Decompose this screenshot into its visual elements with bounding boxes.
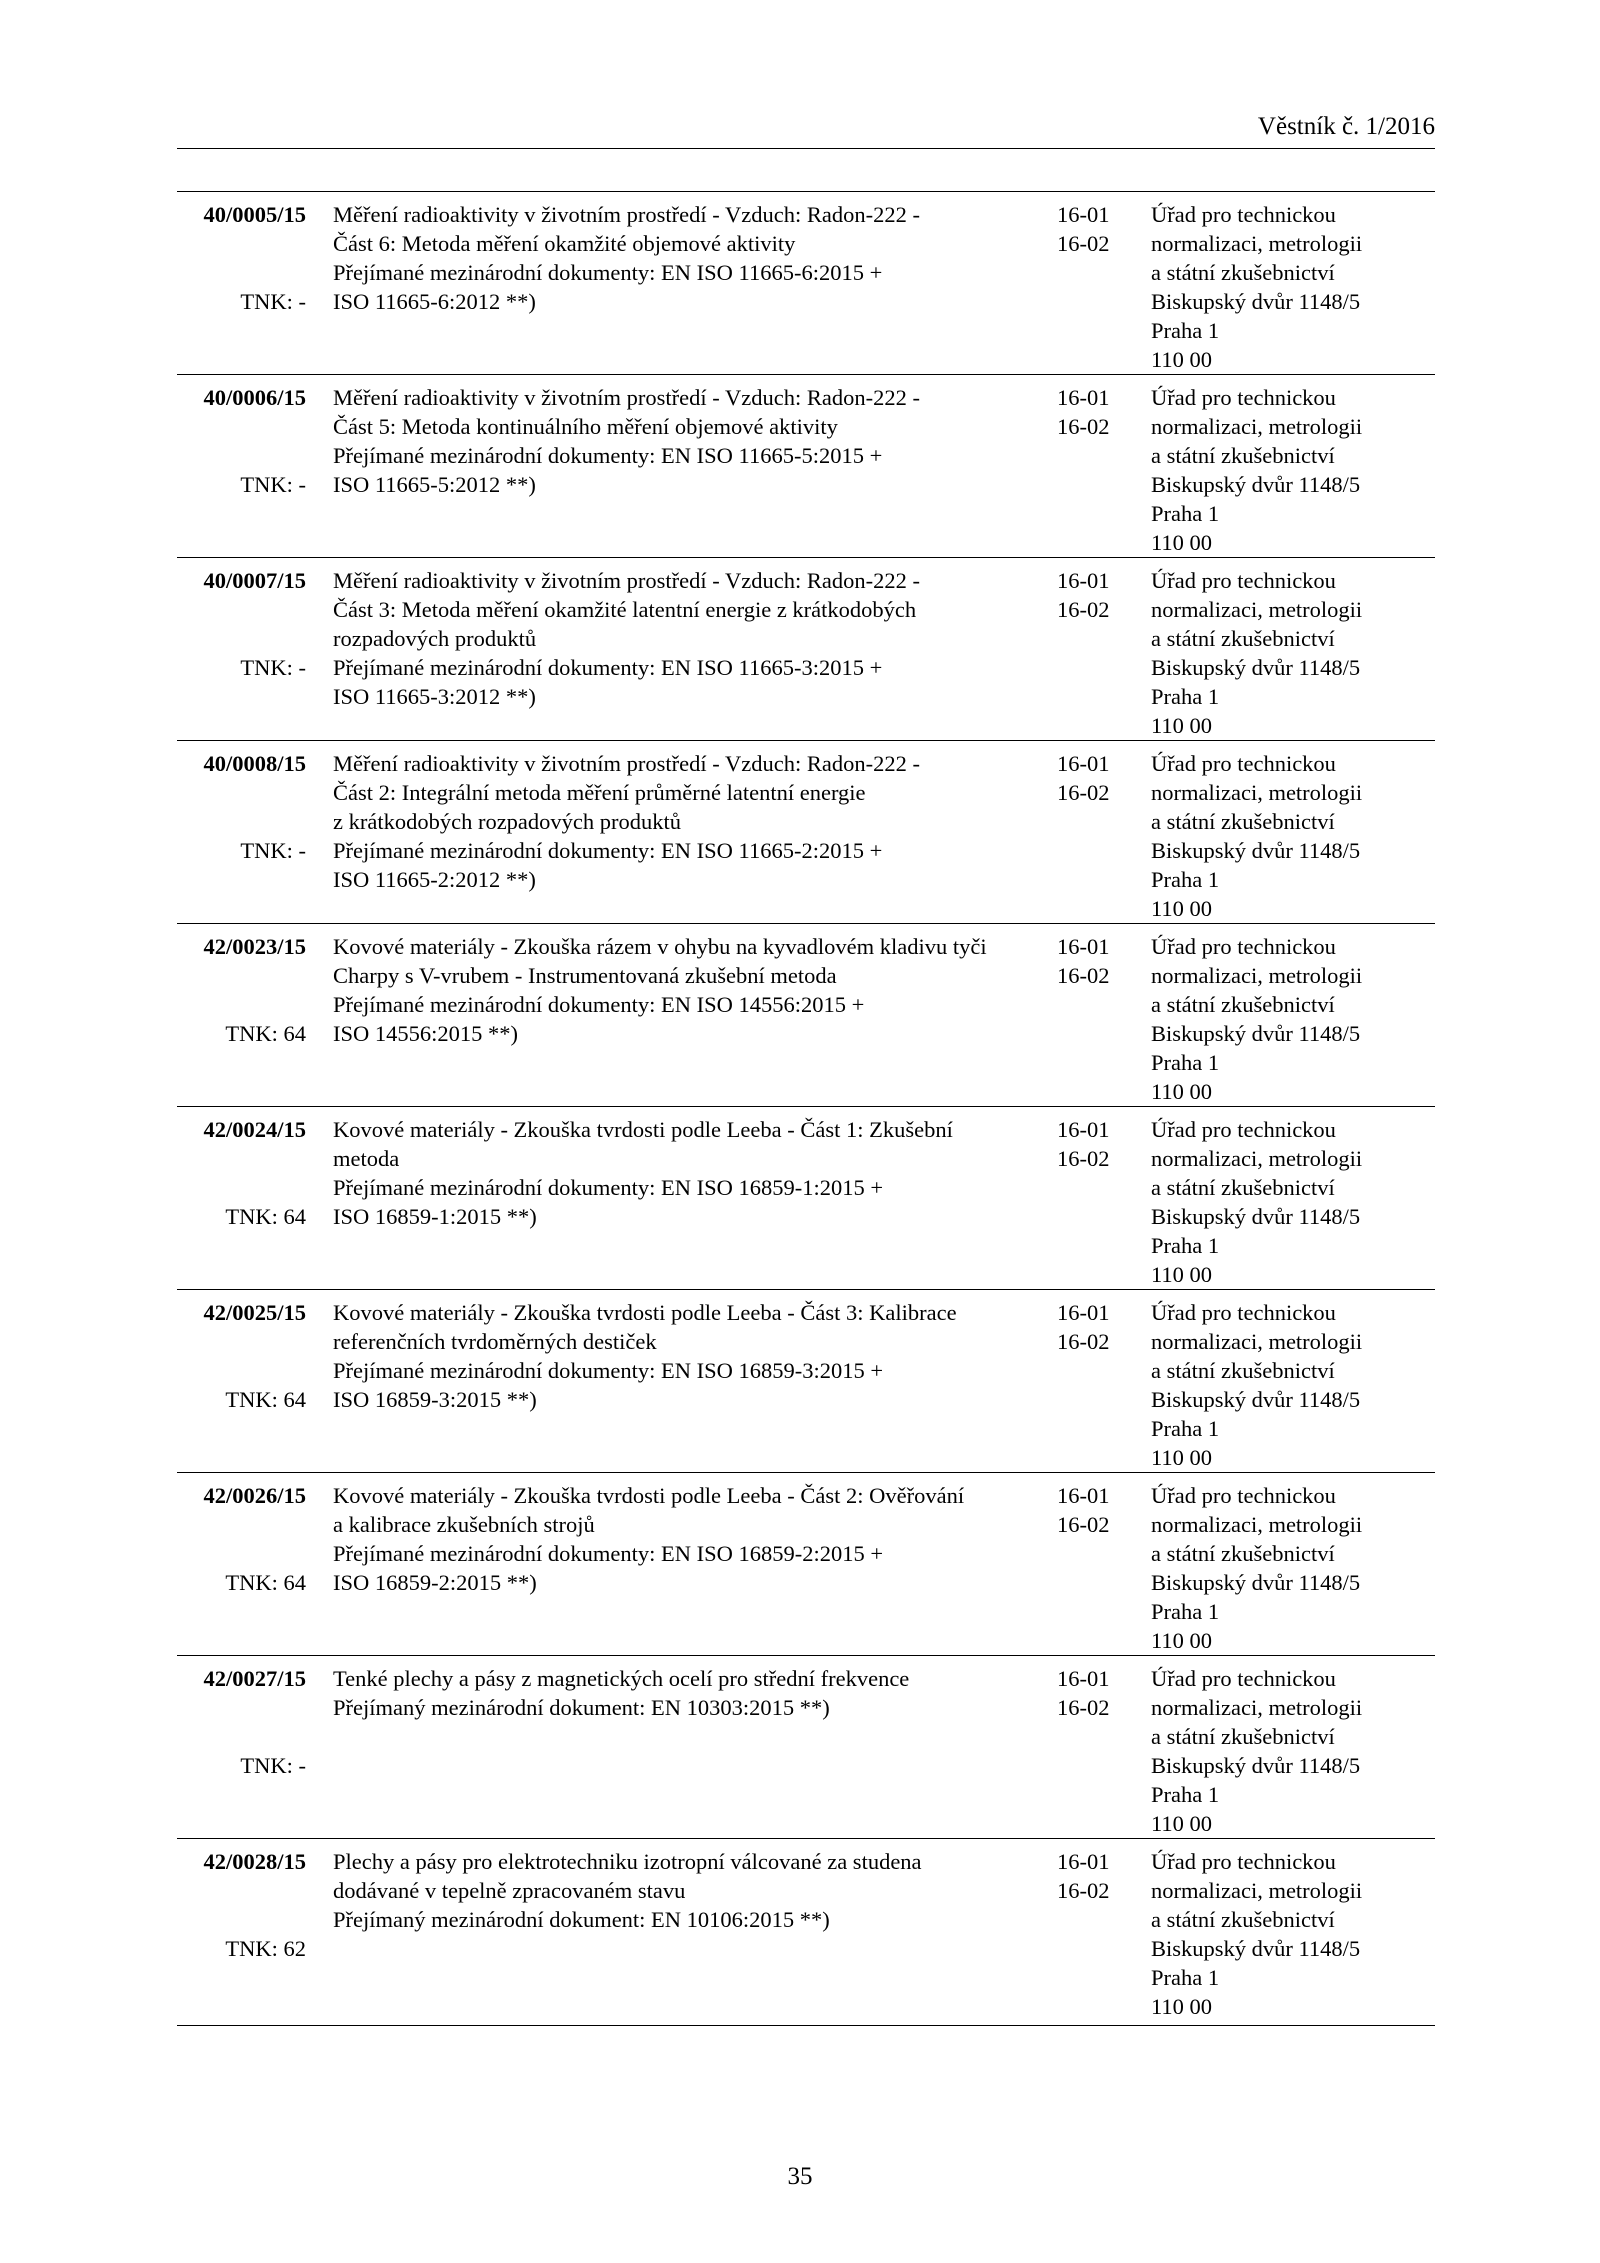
description-line: ISO 16859-2:2015 **) [333, 1570, 537, 1595]
page-number: 35 [787, 2163, 813, 2190]
description-line: ISO 14556:2015 **) [333, 1021, 518, 1046]
address-line: 110 00 [1151, 896, 1213, 921]
entry-tnk: TNK: 64 [225, 1570, 306, 1595]
description-line: Měření radioaktivity v životním prostředí - Vzduch: Radon-222 - [333, 385, 920, 410]
address-line: 110 00 [1151, 1079, 1213, 1104]
entry-address [1151, 749, 1435, 923]
description-line: ISO 16859-1:2015 **) [333, 1204, 537, 1229]
description-line: Kovové materiály - Zkouška tvrdosti podle Leeba - Část 2: Ověřování [333, 1483, 965, 1508]
description-line: ISO 11665-3:2012 **) [333, 684, 536, 709]
address-line: Biskupský dvůr 1148/5 [1151, 1387, 1361, 1412]
address-line: normalizaci, metrologii [1151, 1878, 1363, 1903]
entry-address [1151, 1115, 1435, 1289]
entry-codes [1057, 1847, 1117, 1905]
code-value: 16-01 [1057, 385, 1110, 410]
description-line: Kovové materiály - Zkouška tvrdosti podle Leeba - Část 3: Kalibrace [333, 1300, 957, 1325]
description-line: a kalibrace zkušebních strojů [333, 1512, 595, 1537]
entry-address [1151, 1298, 1435, 1472]
address-line: Úřad pro technickou [1151, 1849, 1336, 1874]
entry-description [333, 1481, 965, 1597]
address-line: Biskupský dvůr 1148/5 [1151, 289, 1361, 314]
description-line: z krátkodobých rozpadových produktů [333, 809, 682, 834]
description-line: ISO 16859-3:2015 **) [333, 1387, 537, 1412]
address-line: a státní zkušebnictví [1151, 260, 1335, 285]
description-line: dodávané v tepelně zpracovaném stavu [333, 1878, 686, 1903]
address-line: Úřad pro technickou [1151, 1483, 1336, 1508]
page-header [177, 112, 1435, 149]
standards-table [177, 191, 1435, 2026]
entry-id-cell [177, 1847, 306, 1961]
address-line: a státní zkušebnictví [1151, 443, 1335, 468]
address-line: Praha 1 [1151, 501, 1220, 526]
entry-codes [1057, 1481, 1117, 1539]
code-value: 16-02 [1057, 1878, 1110, 1903]
address-line: Biskupský dvůr 1148/5 [1151, 1204, 1361, 1229]
description-line: Kovové materiály - Zkouška rázem v ohybu na kyvadlovém kladivu tyči [333, 934, 987, 959]
address-line: Úřad pro technickou [1151, 1117, 1336, 1142]
address-line: Praha 1 [1151, 867, 1220, 892]
entry-codes [1057, 200, 1117, 258]
code-value: 16-02 [1057, 963, 1110, 988]
description-line: Část 5: Metoda kontinuálního měření objemové aktivity [333, 414, 838, 439]
entry-codes [1057, 932, 1117, 990]
code-value: 16-01 [1057, 1849, 1110, 1874]
address-line: Úřad pro technickou [1151, 385, 1336, 410]
description-line: Přejímané mezinárodní dokumenty: EN ISO 11665-6:2015 + [333, 260, 883, 285]
address-line: Biskupský dvůr 1148/5 [1151, 655, 1361, 680]
code-value: 16-02 [1057, 1512, 1110, 1537]
code-value: 16-01 [1057, 1117, 1110, 1142]
entry-address [1151, 200, 1435, 374]
address-line: normalizaci, metrologii [1151, 1512, 1363, 1537]
address-line: 110 00 [1151, 713, 1213, 738]
address-line: Úřad pro technickou [1151, 1300, 1336, 1325]
address-line: 110 00 [1151, 1994, 1213, 2019]
entry-number: 42/0024/15 [203, 1117, 306, 1142]
address-line: Praha 1 [1151, 1233, 1220, 1258]
entry-address [1151, 1847, 1435, 2021]
table-row [177, 192, 1435, 375]
address-line: normalizaci, metrologii [1151, 597, 1363, 622]
table-row [177, 375, 1435, 558]
table-row [177, 1656, 1435, 1839]
description-line: Charpy s V-vrubem - Instrumentovaná zkušební metoda [333, 963, 837, 988]
address-line: Praha 1 [1151, 684, 1220, 709]
entry-address [1151, 1664, 1435, 1838]
address-line: normalizaci, metrologii [1151, 1329, 1363, 1354]
address-line: Biskupský dvůr 1148/5 [1151, 1021, 1361, 1046]
entry-number: 42/0028/15 [203, 1849, 306, 1874]
address-line: normalizaci, metrologii [1151, 963, 1363, 988]
entry-description [333, 1115, 953, 1231]
entry-id-cell [177, 200, 306, 314]
address-line: a státní zkušebnictví [1151, 1724, 1335, 1749]
address-line: normalizaci, metrologii [1151, 1146, 1363, 1171]
description-line: referenčních tvrdoměrných destiček [333, 1329, 657, 1354]
address-line: Praha 1 [1151, 1050, 1220, 1075]
description-line: Přejímané mezinárodní dokumenty: EN ISO 16859-3:2015 + [333, 1358, 884, 1383]
bulletin-title: Věstník č. 1/2016 [1257, 113, 1435, 140]
address-line: Praha 1 [1151, 1965, 1220, 1990]
code-value: 16-01 [1057, 1483, 1110, 1508]
entry-codes [1057, 566, 1117, 624]
address-line: normalizaci, metrologii [1151, 1695, 1363, 1720]
address-line: Úřad pro technickou [1151, 202, 1336, 227]
entry-number: 42/0023/15 [203, 934, 306, 959]
table-row [177, 924, 1435, 1107]
address-line: 110 00 [1151, 530, 1213, 555]
code-value: 16-02 [1057, 231, 1110, 256]
description-line: Plechy a pásy pro elektrotechniku izotropní válcované za studena [333, 1849, 922, 1874]
address-line: Praha 1 [1151, 318, 1220, 343]
address-line: 110 00 [1151, 1262, 1213, 1287]
entry-number: 42/0027/15 [203, 1666, 306, 1691]
entry-id-cell [177, 383, 306, 497]
description-line: Přejímaný mezinárodní dokument: EN 10106:2015 **) [333, 1907, 830, 1932]
entry-tnk: TNK: - [240, 1753, 306, 1778]
address-line: a státní zkušebnictví [1151, 1358, 1335, 1383]
address-line: Biskupský dvůr 1148/5 [1151, 838, 1361, 863]
description-line: Část 2: Integrální metoda měření průměrné latentní energie [333, 780, 866, 805]
address-line: Praha 1 [1151, 1782, 1220, 1807]
table-row [177, 1290, 1435, 1473]
code-value: 16-01 [1057, 934, 1110, 959]
address-line: normalizaci, metrologii [1151, 231, 1363, 256]
entry-address [1151, 383, 1435, 557]
entry-id-cell [177, 932, 306, 1046]
entry-codes [1057, 1298, 1117, 1356]
table-row [177, 1839, 1435, 2026]
address-line: 110 00 [1151, 1628, 1213, 1653]
entry-description [333, 1664, 910, 1722]
description-line: ISO 11665-5:2012 **) [333, 472, 536, 497]
entry-id-cell [177, 1481, 306, 1595]
entry-number: 40/0006/15 [203, 385, 306, 410]
entry-codes [1057, 383, 1117, 441]
address-line: 110 00 [1151, 347, 1213, 372]
description-line: ISO 11665-6:2012 **) [333, 289, 536, 314]
entry-description [333, 1298, 957, 1414]
entry-number: 42/0025/15 [203, 1300, 306, 1325]
entry-description [333, 749, 920, 894]
entry-tnk: TNK: 64 [225, 1204, 306, 1229]
entry-number: 40/0007/15 [203, 568, 306, 593]
table-row [177, 558, 1435, 741]
address-line: a státní zkušebnictví [1151, 1175, 1335, 1200]
entry-address [1151, 932, 1435, 1106]
address-line: normalizaci, metrologii [1151, 414, 1363, 439]
address-line: Úřad pro technickou [1151, 568, 1336, 593]
description-line: rozpadových produktů [333, 626, 537, 651]
entry-codes [1057, 1664, 1117, 1722]
address-line: normalizaci, metrologii [1151, 780, 1363, 805]
entry-description [333, 1847, 922, 1934]
address-line: Biskupský dvůr 1148/5 [1151, 1570, 1361, 1595]
table-row [177, 1107, 1435, 1290]
entry-description [333, 932, 987, 1048]
description-line: Přejímaný mezinárodní dokument: EN 10303:2015 **) [333, 1695, 830, 1720]
code-value: 16-01 [1057, 1300, 1110, 1325]
description-line: Přejímané mezinárodní dokumenty: EN ISO 16859-2:2015 + [333, 1541, 884, 1566]
description-line: Část 6: Metoda měření okamžité objemové aktivity [333, 231, 796, 256]
table-row [177, 741, 1435, 924]
address-line: Úřad pro technickou [1151, 1666, 1336, 1691]
address-line: Biskupský dvůr 1148/5 [1151, 1936, 1361, 1961]
address-line: Úřad pro technickou [1151, 934, 1336, 959]
description-line: Kovové materiály - Zkouška tvrdosti podle Leeba - Část 1: Zkušební [333, 1117, 953, 1142]
entry-id-cell [177, 1664, 306, 1778]
address-line: a státní zkušebnictví [1151, 626, 1335, 651]
entry-codes [1057, 749, 1117, 807]
entry-address [1151, 1481, 1435, 1655]
entry-tnk: TNK: - [240, 655, 306, 680]
entry-tnk: TNK: 64 [225, 1021, 306, 1046]
description-line: Přejímané mezinárodní dokumenty: EN ISO 11665-2:2015 + [333, 838, 883, 863]
description-line: metoda [333, 1146, 400, 1171]
code-value: 16-02 [1057, 780, 1110, 805]
entry-number: 40/0005/15 [203, 202, 306, 227]
address-line: Praha 1 [1151, 1599, 1220, 1624]
entry-tnk: TNK: 62 [225, 1936, 306, 1961]
code-value: 16-01 [1057, 568, 1110, 593]
entry-number: 40/0008/15 [203, 751, 306, 776]
address-line: 110 00 [1151, 1445, 1213, 1470]
description-line: Přejímané mezinárodní dokumenty: EN ISO 11665-5:2015 + [333, 443, 883, 468]
address-line: Praha 1 [1151, 1416, 1220, 1441]
address-line: Biskupský dvůr 1148/5 [1151, 1753, 1361, 1778]
entry-address [1151, 566, 1435, 740]
description-line: ISO 11665-2:2012 **) [333, 867, 536, 892]
address-line: Biskupský dvůr 1148/5 [1151, 472, 1361, 497]
code-value: 16-01 [1057, 751, 1110, 776]
address-line: 110 00 [1151, 1811, 1213, 1836]
address-line: a státní zkušebnictví [1151, 1907, 1335, 1932]
table-row [177, 1473, 1435, 1656]
entry-description [333, 383, 920, 499]
entry-description [333, 566, 920, 711]
entry-tnk: TNK: - [240, 289, 306, 314]
entry-tnk: TNK: - [240, 472, 306, 497]
entry-id-cell [177, 749, 306, 863]
code-value: 16-02 [1057, 1146, 1110, 1171]
code-value: 16-01 [1057, 1666, 1110, 1691]
description-line: Přejímané mezinárodní dokumenty: EN ISO 16859-1:2015 + [333, 1175, 884, 1200]
description-line: Přejímané mezinárodní dokumenty: EN ISO 14556:2015 + [333, 992, 865, 1017]
entry-tnk: TNK: 64 [225, 1387, 306, 1412]
code-value: 16-02 [1057, 1329, 1110, 1354]
entry-tnk: TNK: - [240, 838, 306, 863]
description-line: Tenké plechy a pásy z magnetických ocelí pro střední frekvence [333, 1666, 910, 1691]
address-line: Úřad pro technickou [1151, 751, 1336, 776]
code-value: 16-02 [1057, 414, 1110, 439]
code-value: 16-02 [1057, 1695, 1110, 1720]
entry-id-cell [177, 1115, 306, 1229]
description-line: Přejímané mezinárodní dokumenty: EN ISO 11665-3:2015 + [333, 655, 883, 680]
entry-id-cell [177, 1298, 306, 1412]
description-line: Měření radioaktivity v životním prostředí - Vzduch: Radon-222 - [333, 202, 920, 227]
entry-description [333, 200, 920, 316]
entry-codes [1057, 1115, 1117, 1173]
entry-id-cell [177, 566, 306, 680]
address-line: a státní zkušebnictví [1151, 809, 1335, 834]
description-line: Měření radioaktivity v životním prostředí - Vzduch: Radon-222 - [333, 751, 920, 776]
code-value: 16-01 [1057, 202, 1110, 227]
description-line: Část 3: Metoda měření okamžité latentní energie z krátkodobých [333, 597, 917, 622]
address-line: a státní zkušebnictví [1151, 992, 1335, 1017]
description-line: Měření radioaktivity v životním prostředí - Vzduch: Radon-222 - [333, 568, 920, 593]
entry-number: 42/0026/15 [203, 1483, 306, 1508]
code-value: 16-02 [1057, 597, 1110, 622]
address-line: a státní zkušebnictví [1151, 1541, 1335, 1566]
